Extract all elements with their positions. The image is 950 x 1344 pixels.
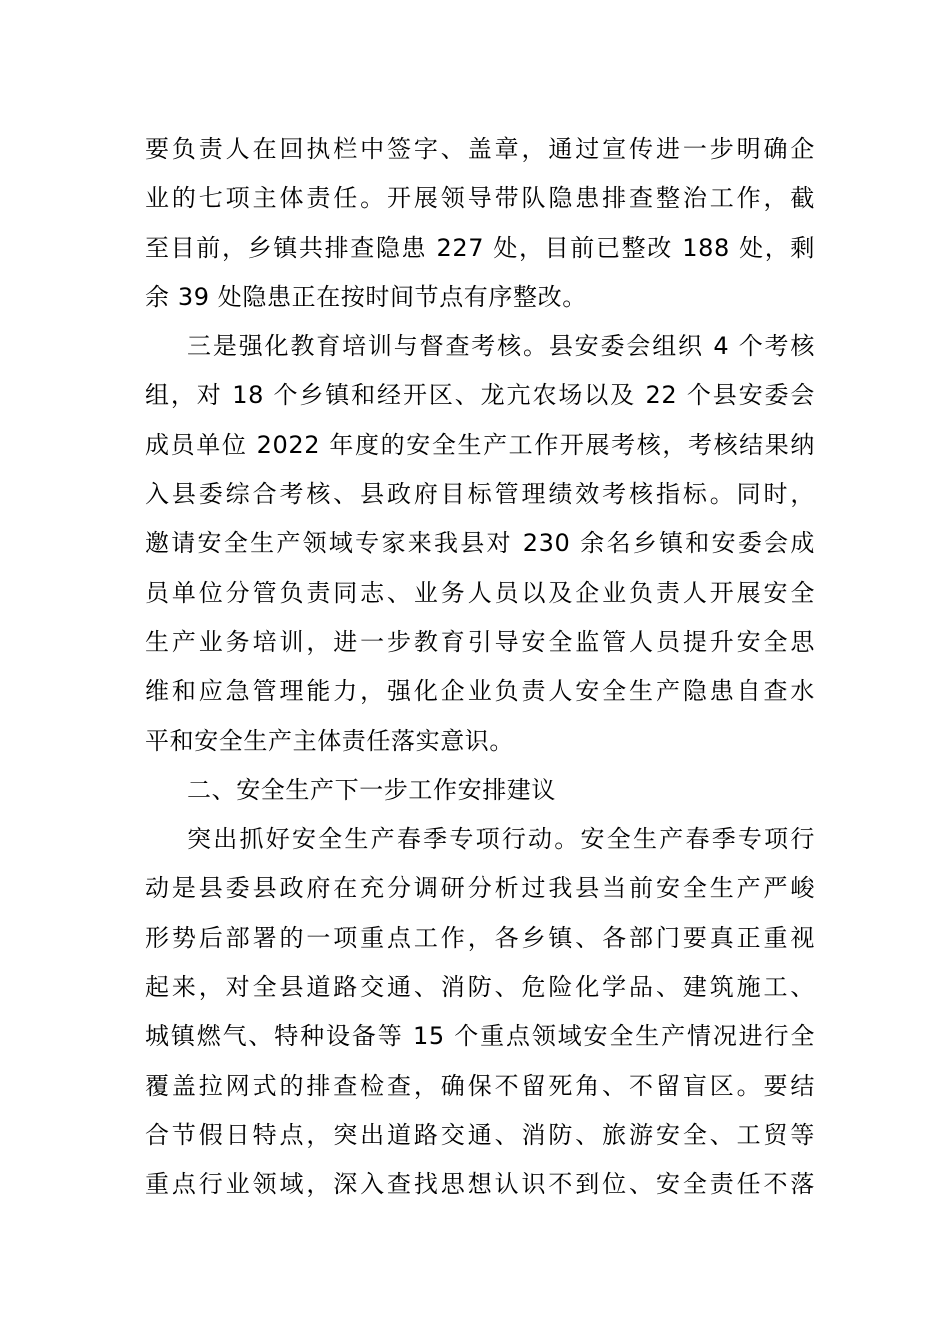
body-text: [145, 125, 815, 1210]
text-line-13: 平和安全生产主体责任落实意识。: [145, 726, 514, 755]
text-line-6: 组，对 18 个乡镇和经开区、龙亢农场以及 22 个县安委会: [145, 381, 815, 410]
text-line-1: 要负责人在回执栏中签字、盖章，通过宣传进一步明确企: [145, 135, 815, 163]
text-line-15: 突出抓好安全生产春季专项行动。安全生产春季专项行: [187, 825, 815, 854]
text-line-4: 余 39 处隐患正在按时间节点有序整改。: [145, 282, 587, 311]
text-line-22: 重点行业领域，深入查找思想认识不到位、安全责任不落: [145, 1170, 815, 1199]
text-line-17: 形势后部署的一项重点工作，各乡镇、各部门要真正重视: [145, 923, 815, 952]
text-line-20: 覆盖拉网式的排查检查，确保不留死角、不留盲区。要结: [145, 1071, 815, 1100]
text-line-18: 起来，对全县道路交通、消防、危险化学品、建筑施工、: [145, 973, 815, 1002]
text-line-8: 入县委综合考核、县政府目标管理绩效考核指标。同时，: [145, 480, 815, 509]
text-line-7: 成员单位 2022 年度的安全生产工作开展考核，考核结果纳: [145, 430, 815, 459]
section-heading: 二、安全生产下一步工作安排建议: [187, 775, 556, 804]
text-line-12: 维和应急管理能力，强化企业负责人安全生产隐患自查水: [145, 677, 815, 706]
text-line-2: 业的七项主体责任。开展领导带队隐患排查整治工作，截: [145, 184, 815, 213]
text-line-11: 生产业务培训，进一步教育引导安全监管人员提升安全思: [145, 627, 815, 656]
text-line-10: 员单位分管负责同志、业务人员以及企业负责人开展安全: [145, 578, 815, 607]
text-line-21: 合节假日特点，突出道路交通、消防、旅游安全、工贸等: [145, 1120, 815, 1149]
text-line-16: 动是县委县政府在充分调研分析过我县当前安全生产严峻: [145, 874, 815, 903]
text-line-3: 至目前，乡镇共排查隐患 227 处，目前已整改 188 处，剩: [145, 233, 815, 262]
text-line-19: 城镇燃气、特种设备等 15 个重点领域安全生产情况进行全: [145, 1022, 815, 1051]
text-line-9: 邀请安全生产领域专家来我县对 230 余名乡镇和安委会成: [145, 529, 815, 558]
text-line-5: 三是强化教育培训与督查考核。县安委会组织 4 个考核: [187, 332, 815, 361]
